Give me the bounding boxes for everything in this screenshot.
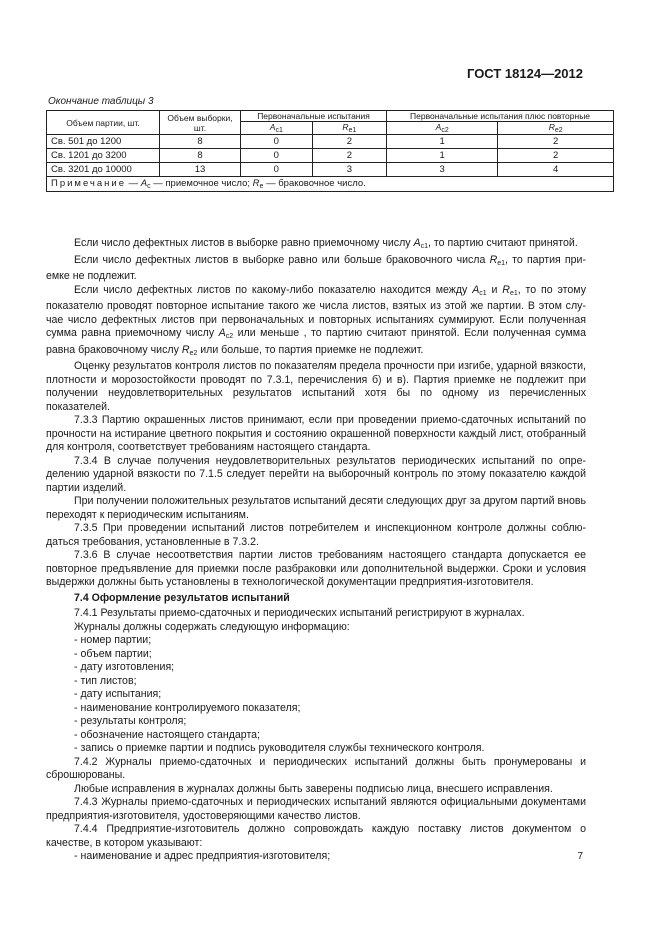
paragraph: Если число дефектных листов по какому-либо показателю находится между $A_{c1}$ и $R_{e1}$, то по этому показателю проводят повторное испытание такого же числа листов, взятых из этой же партии. В этом случае число дефектных листов при первоначальных и повторных испытаниях суммируют. Если полученная сумма равна приемочному числу $A_{c2}$ или меньше , то партию считают принятой. Если полученная сумма равна браковочному числу $R_{e2}$ или больше, то партия приемке не подлежит. bbox=[46, 283, 586, 357]
section-heading-7-4: 7.4 Оформление результатов испытаний bbox=[74, 591, 290, 604]
paragraph: При получении положительных результатов испытаний десяти следующих друг за другом партий вновь переходят к периодическим испытаниям. bbox=[46, 495, 586, 521]
list-item: - обозначение настоящего стандарта; bbox=[74, 728, 261, 741]
list-item: - наименование и адрес предприятия-изготовителя; bbox=[74, 850, 331, 862]
col-header-lot: Объем партии, шт. bbox=[47, 111, 160, 135]
table-row: Св. 3201 до 10000 13 0 3 3 4 bbox=[47, 163, 614, 177]
clause-7-4-3: 7.4.3 Журналы приемо-сдаточных и периодических испытаний являются официальными документами предприятия-изготовителя, удостоверяющими качество листов. bbox=[46, 796, 586, 822]
paragraph: Оценку результатов контроля листов по показателям предела прочности при изгибе, ударной вязкости, плотности и морозостойкости проводят по 7.3.1, перечисления б) и в). Партия приемке не подлежит при получении неудовлетворительных результатов испытаний хотя бы по одному из перечисленных показателей. bbox=[46, 360, 586, 413]
sampling-table bbox=[46, 110, 614, 192]
col-header-re2: $R_{e2}$ bbox=[498, 122, 614, 135]
table-row: Св. 501 до 1200 8 0 2 1 2 bbox=[47, 135, 614, 149]
col-header-ac2: $A_{c2}$ bbox=[387, 122, 498, 135]
table-note: Примечание — $A_c$ — приемочное число; $R_e$ — браковочное число. bbox=[47, 177, 614, 192]
table-caption: Окончание таблицы 3 bbox=[48, 96, 154, 107]
col-group-initial: Первоначальные испытания bbox=[241, 111, 387, 122]
col-header-re1: $R_{e1}$ bbox=[312, 122, 386, 135]
list-item: - дату испытания; bbox=[74, 688, 162, 700]
col-header-ac1: $A_{c1}$ bbox=[241, 122, 313, 135]
clause-7-3-3: 7.3.3 Партию окрашенных листов принимают, если при проведении приемо-сдаточных испытаний по прочности на истирание цветного покрытия и состоянию окрашенной поверхности каждый лист, отобранный для контроля, соответствует требованиям настоящего стандарта. bbox=[46, 414, 586, 453]
clause-7-4-2: 7.4.2 Журналы приемо-сдаточных и периодических испытаний должны быть пронумерованы и сброшюрованы. bbox=[46, 755, 586, 781]
list-item: - дату изготовления; bbox=[74, 661, 175, 673]
list-item: - номер партии; bbox=[74, 634, 152, 646]
page-number: 7 bbox=[577, 851, 583, 862]
clause-7-3-5: 7.3.5 При проведении испытаний листов потребителем и инспекционном контроле должны соблюдаться требования, установленные в 7.3.2. bbox=[46, 522, 586, 548]
paragraph: Журналы должны содержать следующую информацию: bbox=[74, 620, 350, 633]
col-group-repeat: Первоначальные испытания плюс повторные bbox=[387, 111, 614, 122]
clause-7-4-1: 7.4.1 Результаты приемо-сдаточных и периодических испытаний регистрируют в журналах. bbox=[74, 607, 525, 619]
list-item: - объем партии; bbox=[74, 647, 152, 660]
clause-7-3-6: 7.3.6 В случае несоответствия партии листов требованиям настоящего стандарта допускается ее повторное предъявление для приемки после разбраковки или дополнительной выдержки. Сроки и условия выдержки должны быть установлены в технологической документации предприятия-изготовителя. bbox=[46, 549, 586, 588]
list-item: - тип листов; bbox=[74, 674, 137, 687]
paragraph: Если число дефектных листов в выборке равно или больше браковочного числа $R_{e1}$, то партия приемке не подлежит. bbox=[46, 253, 586, 282]
table-row: Св. 1201 до 3200 8 0 2 1 2 bbox=[47, 149, 614, 163]
paragraph: Любые исправления в журналах должны быть заверены подписью лица, внесшего исправления. bbox=[74, 782, 553, 795]
list-item: - наименование контролируемого показателя; bbox=[74, 701, 301, 714]
clause-7-3-4: 7.3.4 В случае получения неудовлетворительных результатов периодических испытаний по определению ударной вязкости по 7.1.5 следует перейти на выборочный контроль по этому показателю каждой партии изделий. bbox=[46, 454, 586, 494]
body-text bbox=[46, 237, 586, 864]
document-id: ГОСТ 18124—2012 bbox=[467, 66, 583, 81]
paragraph: Если число дефектных листов в выборке равно приемочному числу $A_{c1}$, то партию считают принятой. bbox=[74, 237, 578, 250]
list-item: - результаты контроля; bbox=[74, 715, 187, 727]
clause-7-4-4: 7.4.4 Предприятие-изготовитель должно сопровождать каждую поставку листов документом о качестве, в котором указывают: bbox=[46, 823, 586, 849]
list-item: - запись о приемке партии и подпись руководителя службы технического контроля. bbox=[74, 742, 485, 754]
col-header-sample: Объем выборки, шт. bbox=[160, 111, 241, 135]
